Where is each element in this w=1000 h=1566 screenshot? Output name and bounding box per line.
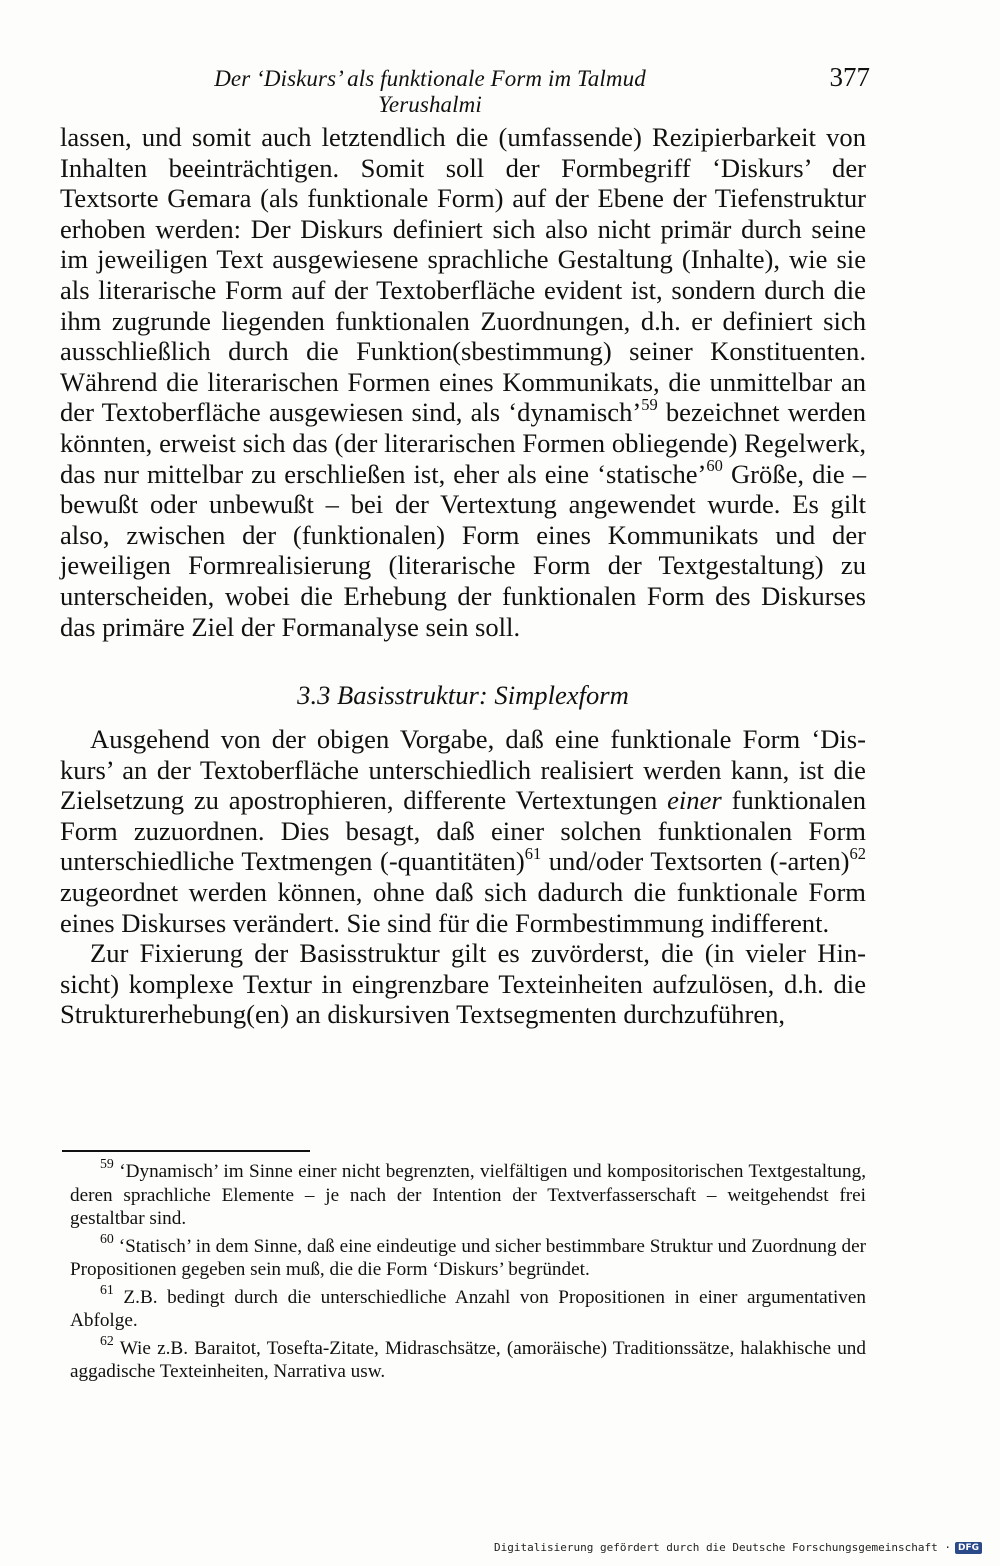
text-segment: Größe, die – bewußt oder unbewußt – bei der Vertextung angewendet wurde. Es gilt also, zwischen der (funktionalen) Form eines Kommunikats und der jeweiligen Formrealisierung (literarische Form der Textgestaltung) zu unterscheiden, wobei die Erhebung der funktionalen Form des Diskurses das primäre Ziel der Formanalyse sein soll. <box>60 458 867 642</box>
footnote-60 <box>70 1230 866 1282</box>
section-heading: 3.3 Basisstruktur: Simplexform <box>297 680 629 711</box>
text-segment: und/oder Textsorten (-arten) <box>541 846 850 877</box>
footnote-number: 61 <box>100 1281 114 1297</box>
footnote-ref-59: 59 <box>641 394 658 414</box>
footnote-61 <box>70 1281 866 1333</box>
footnote-59 <box>70 1156 867 1231</box>
text-segment: zugeordnet werden können, ohne daß sich dadurch die funktionale Form eines Diskurses verändert. Sie sind für die Formbestimmung indifferent. <box>60 877 866 938</box>
footnote-ref-60: 60 <box>706 456 723 476</box>
text-segment: bezeichnet werden könnten, erweist sich das (der literarischen Formen obliegende) Regelwerk, das nur mittelbar zu erschließen ist, eher als eine ‘statische’ <box>60 397 866 489</box>
footnote-number: 60 <box>100 1230 114 1246</box>
dfg-logo-icon: DFG <box>955 1542 982 1554</box>
main-text <box>60 122 866 1030</box>
footnote-text: ‘Statisch’ in dem Sinne, daß eine eindeutige und sicher bestimmbare Struktur und Zuordnung der Propositionen gegeben sein muß, die die Form ‘Diskurs’ begründet. <box>70 1235 866 1280</box>
footnote-62 <box>70 1332 866 1384</box>
footnote-number: 62 <box>100 1332 114 1348</box>
paragraph-2 <box>60 724 866 938</box>
footnote-divider <box>62 1150 310 1152</box>
text-segment: Ausgehend von der obigen Vorgabe, daß eine funktionale Form ‘Diskurs’ an der Textoberfläche unterschiedlich realisiert werden kann, ist die Zielsetzung zu apostrophieren, differente Vertextungen <box>60 724 866 816</box>
digitization-banner <box>494 1541 982 1554</box>
running-title: Der ‘Diskurs’ als funktionale Form im Talmud Yerushalmi <box>214 66 646 117</box>
text-segment: lassen, und somit auch letztendlich die (umfassende) Rezipierbarkeit von Inhalten beeinträchtigen. Somit soll der Formbegriff ‘Diskurs’ der Textsorte Gemara (als funktionale Form) auf der Ebene der Tiefenstruktur erhoben werden: Der Diskurs definiert sich also nicht primär durch seine im jeweiligen Text ausgewiesene sprachliche Gestaltung (Inhalte), wie sie als literarische Form auf der Textoberfläche evident ist, sondern durch die ihm zugrunde liegenden funktionalen Zuordnungen, d.h. er definiert sich ausschließlich durch die Funktion(sbestimmung) seiner Konstituenten. Während die literarischen Formen eines Kommunikats, die unmittelbar an der Textoberfläche ausgewiesen sind, als ‘dynamisch’ <box>60 122 866 428</box>
footnote-ref-61: 61 <box>524 843 542 863</box>
page-number: 377 <box>829 62 870 92</box>
footnote-text: Z.B. bedingt durch die unterschiedliche Anzahl von Propositionen in einer argumentativen Abfolge. <box>70 1286 866 1331</box>
paragraph-1 <box>60 122 866 642</box>
footnote-text: Wie z.B. Baraitot, Tosefta-Zitate, Midraschsätze, (amoräische) Traditionssätze, halakhische und aggadische Texteinheiten, Narrativa usw. <box>70 1337 866 1382</box>
footnote-text: ‘Dynamisch’ im Sinne einer nicht begrenzten, vielfältigen und kompositorischen Textgestaltung, deren sprachliche Elemente – je nach der Intention der Textverfasserschaft – weitgehendst frei gestaltbar sind. <box>70 1161 867 1229</box>
footnotes <box>70 1156 867 1388</box>
footnote-ref-62: 62 <box>849 843 866 863</box>
emphasis-einer: einer <box>667 785 722 816</box>
paragraph-3: Zur Fixierung der Basisstruktur gilt es zuvörderst, die (in vieler Hinsicht) komplexe Textur in eingrenzbare Texteinheiten aufzulösen, d.h. die Strukturerhebung(en) an diskursiven Textsegmenten durchzuführen, <box>60 938 866 1030</box>
digitization-note: Digitalisierung gefördert durch die Deutsche Forschungsgemeinschaft · <box>494 1541 951 1554</box>
footnote-number: 59 <box>100 1156 114 1172</box>
text-segment: funktionalen Form zuzuordnen. Dies besagt, daß einer solchen funktionalen Form unterschiedliche Textmengen (-quantitäten) <box>60 785 866 877</box>
